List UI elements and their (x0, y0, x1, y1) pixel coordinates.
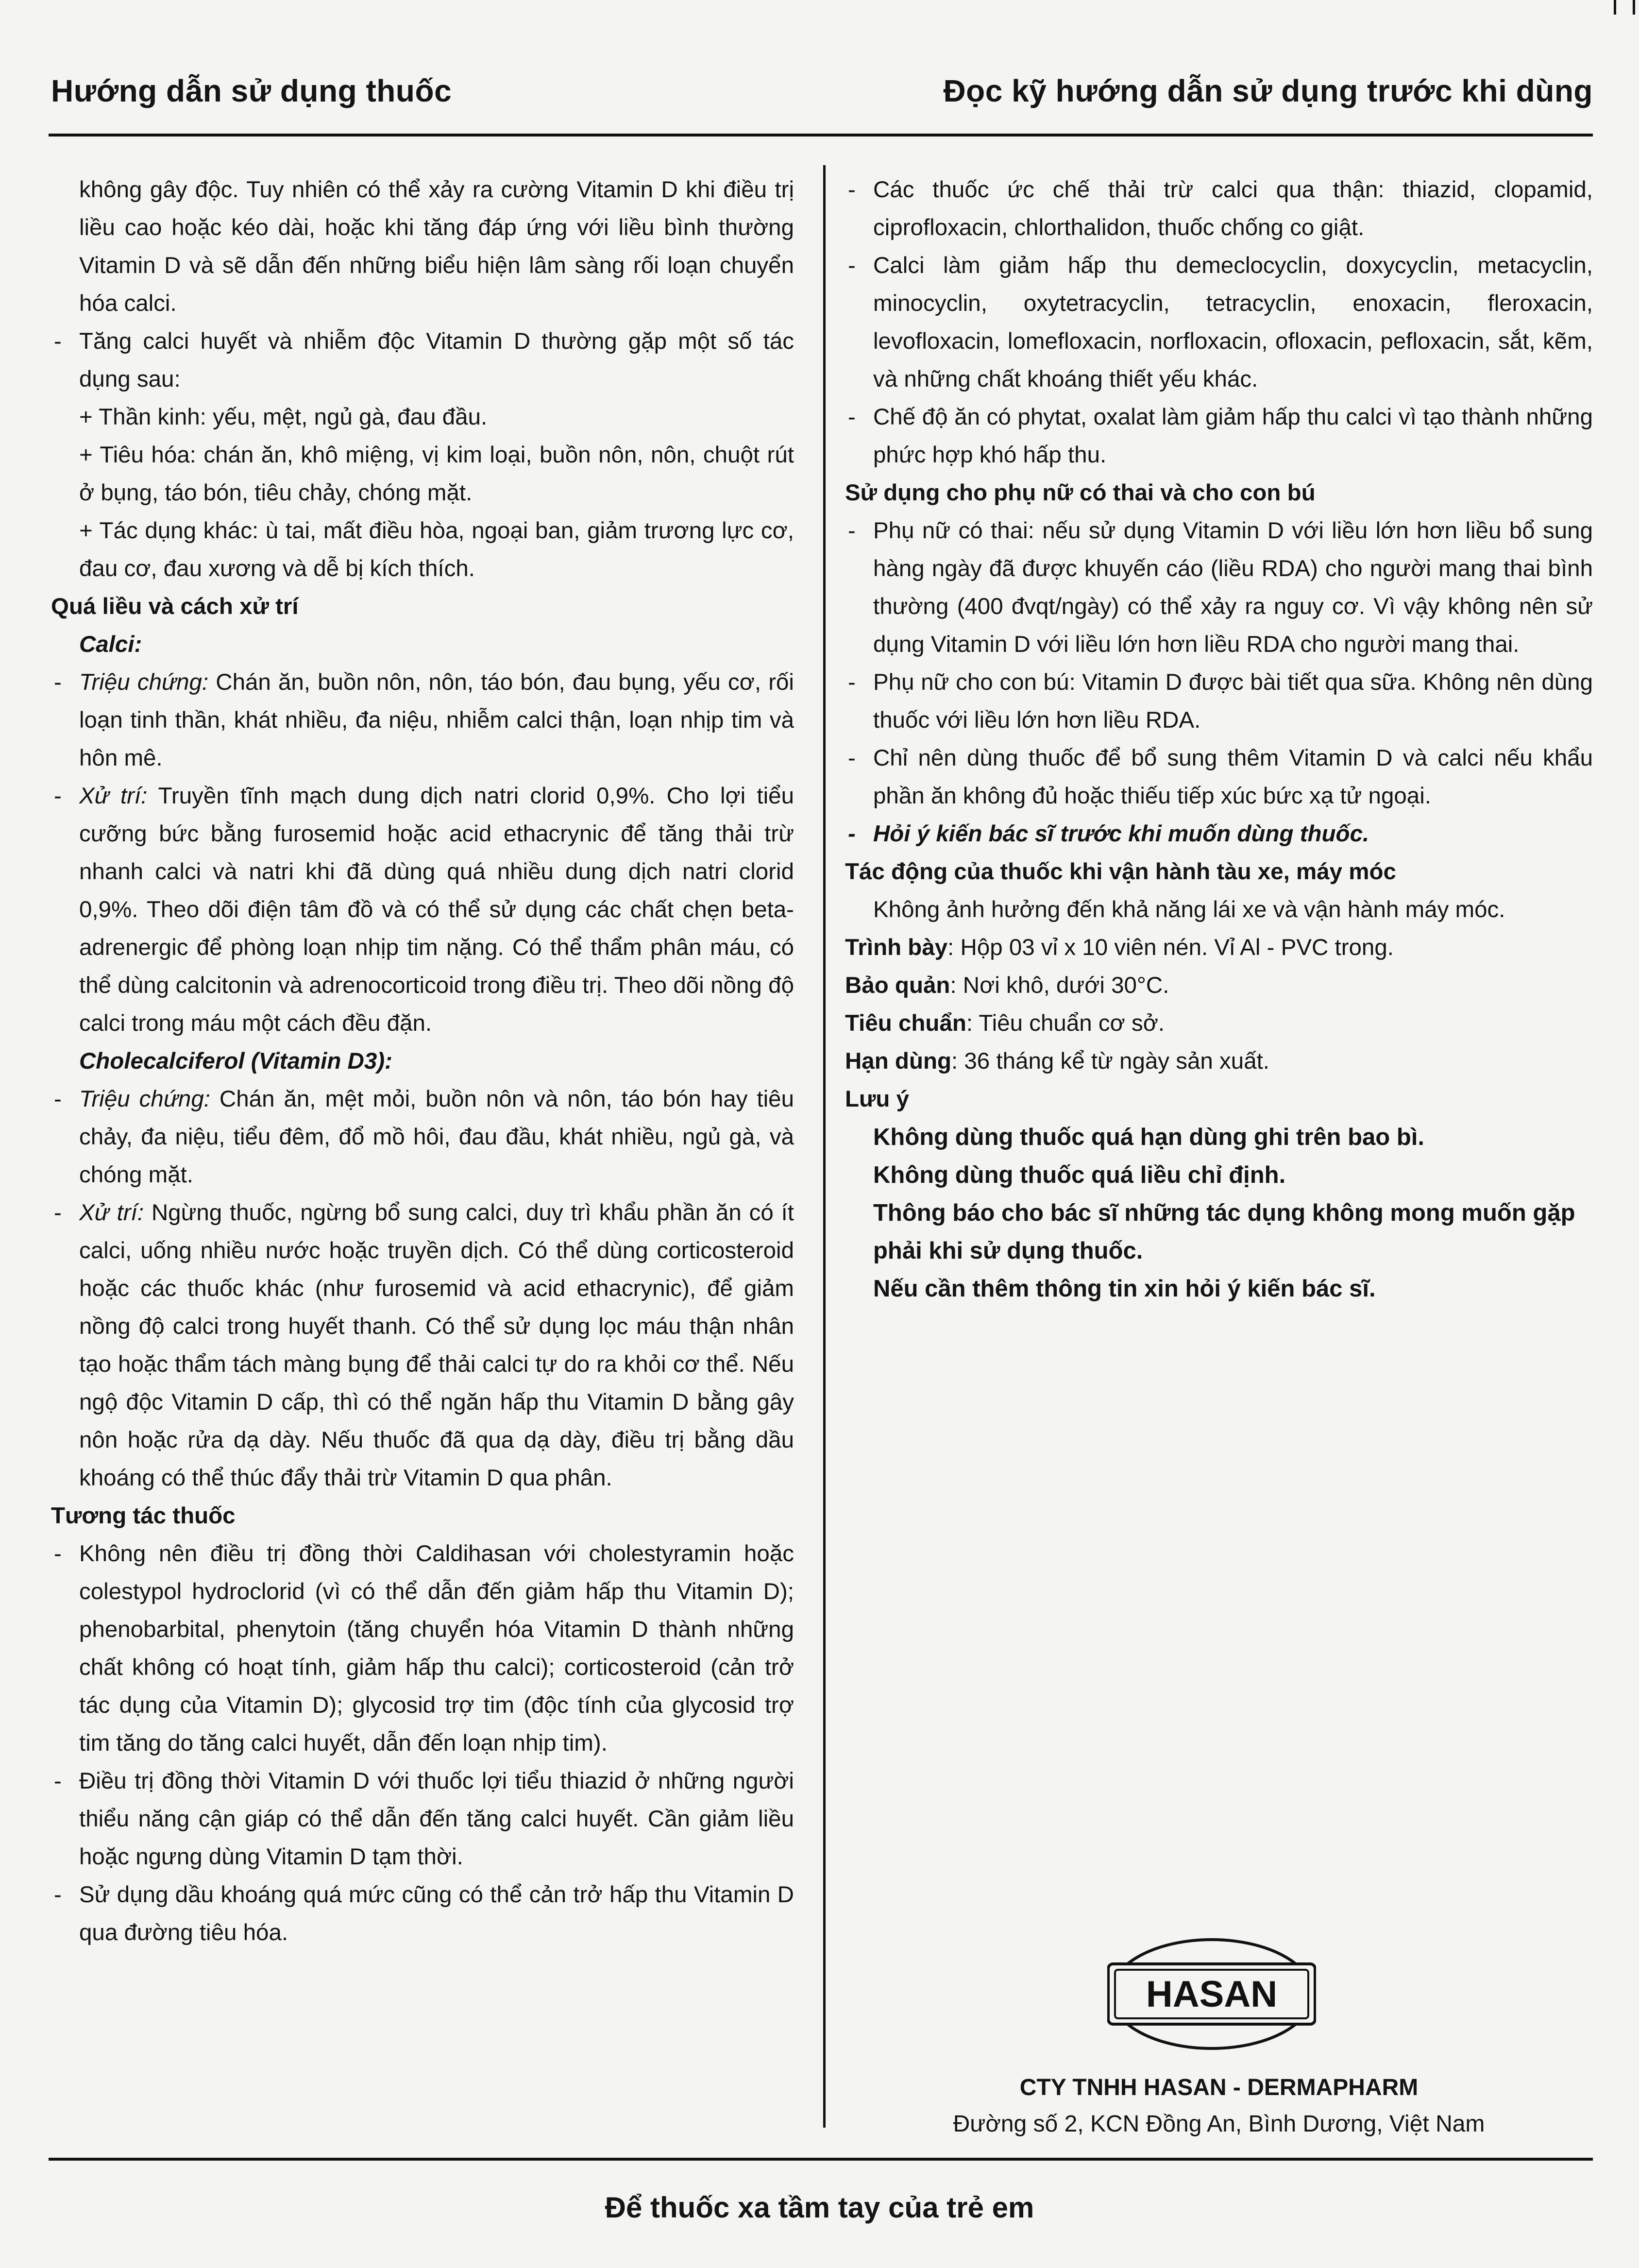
text: Chán ăn, mệt mỏi, buồn nôn và nôn, táo bón hay tiêu chảy, đa niệu, tiểu đêm, đổ mồ hôi, đau đầu, khát nhiều, ngủ gà, và chóng mặt. (79, 1086, 794, 1188)
list-item: - Chỉ nên dùng thuốc để bổ sung thêm Vitamin D và calci nếu khẩu phần ăn không đủ hoặc thiếu tiếp xúc bức xạ tử ngoại. (845, 739, 1593, 815)
hasan-logo (1107, 1936, 1316, 2052)
list-item: - Chế độ ăn có phytat, oxalat làm giảm hấp thu calci vì tạo thành những phức hợp khó hấp thu. (845, 398, 1593, 474)
list-item: - Các thuốc ức chế thải trừ calci qua thận: thiazid, clopamid, ciprofloxacin, chlorthalidon, thuốc chống co giật. (845, 171, 1593, 247)
note-item: Thông báo cho bác sĩ những tác dụng không mong muốn gặp phải khi sử dụng thuốc. (873, 1200, 1575, 1264)
note-item: Không dùng thuốc quá hạn dùng ghi trên bao bì. (873, 1124, 1424, 1150)
list-item (51, 1080, 794, 1194)
left-column (51, 171, 794, 1952)
text: : Tiêu chuẩn cơ sở. (966, 1010, 1165, 1036)
label: Xử trí: (79, 783, 148, 809)
list-item: - Sử dụng dầu khoáng quá mức cũng có thể cản trở hấp thu Vitamin D qua đường tiêu hóa. (51, 1876, 794, 1952)
text: Truyền tĩnh mạch dung dịch natri clorid 0,9%. Cho lợi tiểu cưỡng bức bằng furosemid hoặc acid ethacrynic để tăng thải trừ nhanh calci và natri khi đã dùng quá nhiều dung dịch natri clorid 0,9%. Theo dõi điện tâm đồ và có thể sử dụng các chất chẹn beta-adrenergic để phòng loạn nhịp tim nặng. Có thể thẩm phân máu, có thể dùng calcitonin và adrenocorticoid trong điều trị. Theo dõi nồng độ calci trong máu một cách đều đặn. (79, 783, 794, 1036)
list-item: - Không nên điều trị đồng thời Caldihasan với cholestyramin hoặc colestypol hydroclorid (vì có thể dẫn đến giảm hấp thu Vitamin D); phenobarbital, phenytoin (tăng chuyển hóa Vitamin D thành những chất không có hoạt tính, giảm hấp thu calci); corticosteroid (cản trở tác dụng của Vitamin D); glycosid trợ tim (độc tính của glycosid trợ tim tăng do tăng calci huyết, dẫn đến loạn nhịp tim). (51, 1535, 794, 1762)
list-item: - Điều trị đồng thời Vitamin D với thuốc lợi tiểu thiazid ở những người thiểu năng cận giáp có thể dẫn đến tăng calci huyết. Cần giảm liều hoặc ngưng dùng Vitamin D tạm thời. (51, 1762, 794, 1876)
column-divider (823, 165, 826, 2128)
list-item (51, 777, 794, 1042)
text: : 36 tháng kể từ ngày sản xuất. (951, 1048, 1270, 1074)
sub-item: + Thần kinh: yếu, mệt, ngủ gà, đau đầu. (79, 404, 488, 430)
bottom-note: Để thuốc xa tầm tay của trẻ em (605, 2191, 1034, 2224)
label: Triệu chứng: (79, 669, 209, 695)
sub-item: + Tác dụng khác: ù tai, mất điều hòa, ngoại ban, giảm trương lực cơ, đau cơ, đau xương và dễ bị kích thích. (79, 518, 794, 581)
note-item: Nếu cần thêm thông tin xin hỏi ý kiến bác sĩ. (873, 1276, 1376, 1302)
section-heading-overdose: Quá liều và cách xử trí (51, 594, 299, 619)
label: Hạn dùng (845, 1048, 951, 1074)
expiry-line (845, 1042, 1593, 1080)
text: : Hộp 03 vỉ x 10 viên nén. Vỉ Al - PVC trong. (947, 935, 1394, 960)
list-item: - Calci làm giảm hấp thu demeclocyclin, doxycyclin, metacyclin, minocyclin, oxytetracyclin, tetracyclin, enoxacin, fleroxacin, levofloxacin, lomefloxacin, norfloxacin, ofloxacin, pefloxacin, sắt, kẽm, và những chất khoáng thiết yếu khác. (845, 247, 1593, 398)
list-item: - Tăng calci huyết và nhiễm độc Vitamin D thường gặp một số tác dụng sau: (51, 323, 794, 398)
header-right: Đọc kỹ hướng dẫn sử dụng trước khi dùng (943, 73, 1593, 108)
logo-graphic (1107, 1936, 1316, 2052)
label: Triệu chứng: (79, 1086, 210, 1112)
footer-rule (49, 2158, 1593, 2161)
footer-address: Đường số 2, KCN Đồng An, Bình Dương, Việt Nam (953, 2111, 1485, 2137)
footer-company: CTY TNHH HASAN - DERMAPHARM (1019, 2075, 1419, 2100)
note-item: Không dùng thuốc quá liều chỉ định. (873, 1162, 1286, 1188)
header-rule (49, 134, 1593, 136)
list-item: - Phụ nữ có thai: nếu sử dụng Vitamin D với liều lớn hơn liều bổ sung hàng ngày đã được khuyến cáo (liều RDA) cho người mang thai bình thường (400 đvqt/ngày) có thể xảy ra nguy cơ. Vì vậy không nên sử dụng Vitamin D với liều lớn hơn liều RDA cho người mang thai. (845, 512, 1593, 664)
section-heading-note: Lưu ý (845, 1086, 910, 1112)
subheading-calci: Calci: (79, 631, 142, 657)
edge-mark (1614, 0, 1635, 15)
text: Ngừng thuốc, ngừng bổ sung calci, duy trì khẩu phần ăn có ít calci, uống nhiều nước hoặc truyền dịch. Có thể dùng corticosteroid hoặc các thuốc khác (như furosemid và acid ethacrynic), để giảm nồng độ calci trong huyết thanh. Có thể sử dụng lọc máu thận nhân tạo hoặc thẩm tách màng bụng để thải calci tự do ra khỏi cơ thể. Nếu ngộ độc Vitamin D cấp, thì có thể ngăn hấp thu Vitamin D bằng gây nôn hoặc rửa dạ dày. Nếu thuốc đã qua dạ dày, điều trị bằng dầu khoáng có thể thúc đẩy thải trừ Vitamin D qua phân. (79, 1200, 794, 1491)
standard-line (845, 1005, 1593, 1042)
list-item (51, 1194, 794, 1497)
text: : Nơi khô, dưới 30°C. (950, 972, 1169, 998)
subheading-cholecalciferol: Cholecalciferol (Vitamin D3): (79, 1048, 392, 1074)
paragraph: Không ảnh hưởng đến khả năng lái xe và vận hành máy móc. (873, 897, 1505, 922)
section-heading-interactions: Tương tác thuốc (51, 1503, 236, 1529)
label: Bảo quản (845, 972, 950, 998)
section-heading-driving: Tác động của thuốc khi vận hành tàu xe, máy móc (845, 859, 1396, 885)
label: Xử trí: (79, 1200, 144, 1226)
list-item-advice: - Hỏi ý kiến bác sĩ trước khi muốn dùng thuốc. (845, 815, 1593, 853)
right-column (845, 171, 1593, 1308)
presentation-line (845, 929, 1593, 967)
sub-item: + Tiêu hóa: chán ăn, khô miệng, vị kim loại, buồn nôn, nôn, chuột rút ở bụng, táo bón, tiêu chảy, chóng mặt. (79, 442, 794, 506)
label: Trình bày (845, 935, 948, 960)
section-heading-pregnancy: Sử dụng cho phụ nữ có thai và cho con bú (845, 480, 1316, 506)
storage-line (845, 967, 1593, 1005)
header-left: Hướng dẫn sử dụng thuốc (51, 73, 452, 108)
list-item (51, 664, 794, 777)
text: Chán ăn, buồn nôn, nôn, táo bón, đau bụng, yếu cơ, rối loạn tinh thần, khát nhiều, đa niệu, nhiễm calci thận, loạn nhịp tim và hôn mê. (79, 669, 794, 771)
logo-text: HASAN (1146, 1974, 1278, 2015)
list-item: - Phụ nữ cho con bú: Vitamin D được bài tiết qua sữa. Không nên dùng thuốc với liều lớn hơn liều RDA. (845, 664, 1593, 739)
label: Tiêu chuẩn (845, 1010, 966, 1036)
paragraph: không gây độc. Tuy nhiên có thể xảy ra cường Vitamin D khi điều trị liều cao hoặc kéo dài, hoặc khi tăng đáp ứng với liều bình thường Vitamin D và sẽ dẫn đến những biểu hiện lâm sàng rối loạn chuyển hóa calci. (79, 177, 794, 316)
